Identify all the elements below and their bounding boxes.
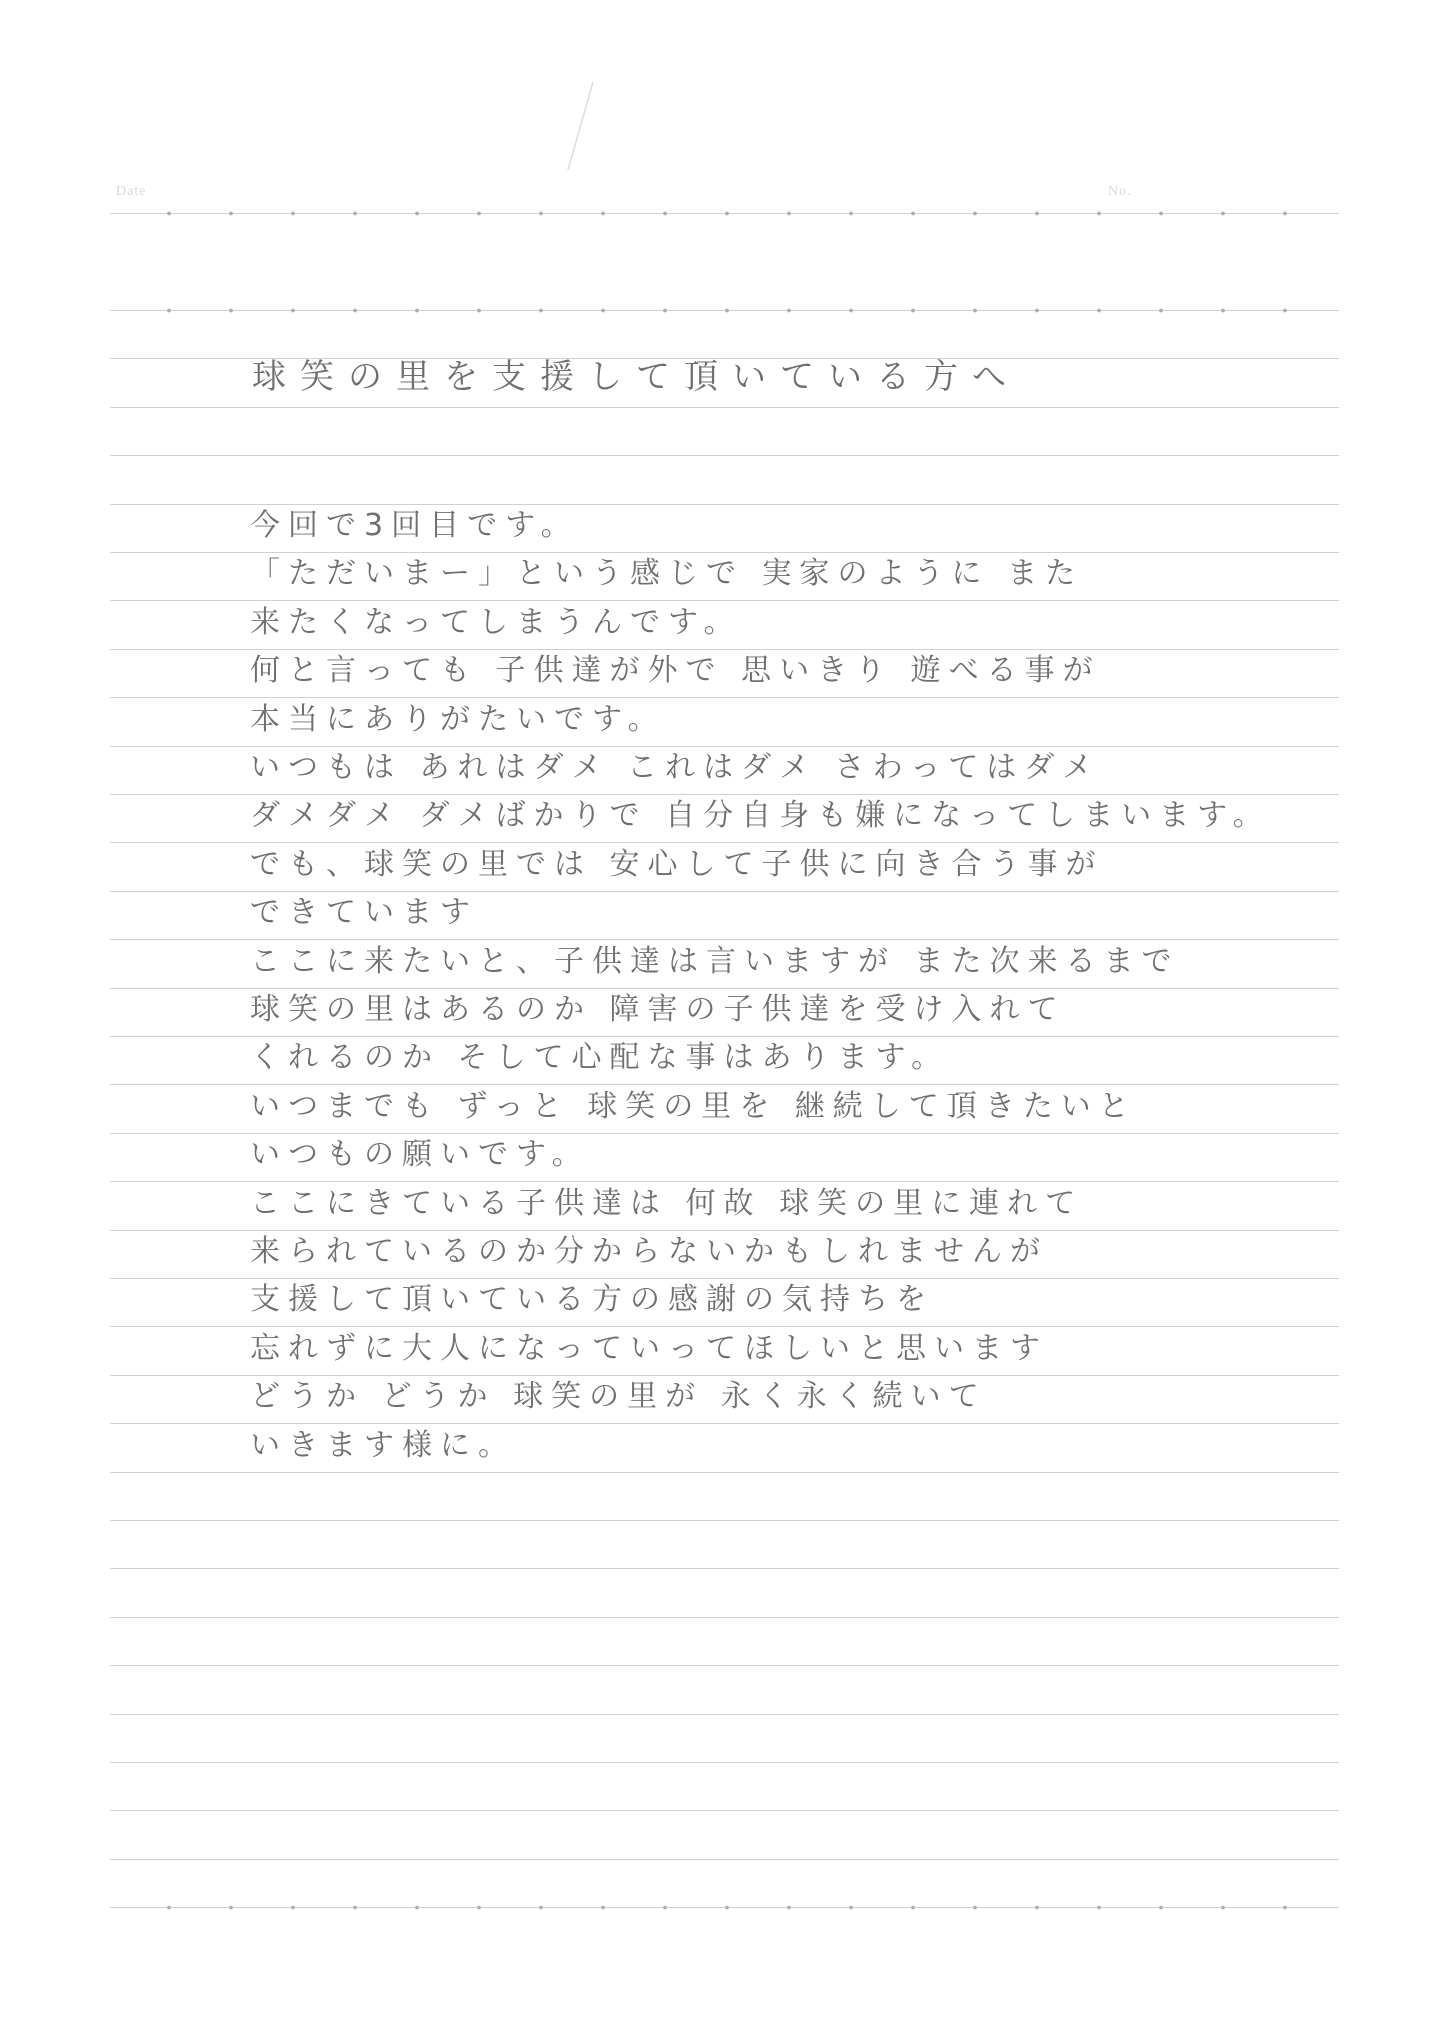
ruled-line — [110, 1036, 1339, 1037]
ruled-line — [110, 1181, 1339, 1182]
ruled-line — [110, 1472, 1339, 1473]
ruled-line — [110, 310, 1339, 311]
letter-line: 今回で3回目です。 — [250, 508, 579, 543]
ruled-line — [110, 1568, 1339, 1569]
ruled-line — [110, 988, 1339, 989]
ruled-line — [110, 746, 1339, 747]
letter-line: 本当にありがたいです。 — [250, 701, 666, 737]
letter-line: 何と言っても 子供達が外で 思いきり 遊べる事が — [250, 653, 1101, 689]
ruled-line — [110, 1762, 1339, 1763]
ruled-line — [110, 1907, 1339, 1908]
letter-line: できています — [250, 895, 478, 931]
ruled-line — [110, 1084, 1339, 1085]
letter-line: ダメダメ ダメばかりで 自分自身も嫌になってしまいます。 — [250, 798, 1271, 834]
ruled-line — [110, 1810, 1339, 1811]
letter-title: 球笑の里を支援して頂いている方へ — [252, 356, 1020, 397]
ruled-line — [110, 1133, 1339, 1134]
letter-line: くれるのか そして心配な事はあります。 — [250, 1040, 950, 1076]
ruled-line — [110, 1423, 1339, 1424]
letter-line: 「ただいまー」という感じで 実家のように また — [250, 556, 1084, 592]
letter-line: いつまでも ずっと 球笑の里を 継続して頂きたいと — [250, 1088, 1137, 1124]
ruled-line — [110, 1665, 1339, 1666]
pencil-scratch — [540, 20, 620, 180]
letter-line: 来られているのか分からないかもしれませんが — [250, 1234, 1048, 1269]
ruled-line — [110, 891, 1339, 892]
ruled-line — [110, 407, 1339, 408]
ruled-line — [110, 649, 1339, 650]
ruled-line — [110, 697, 1339, 698]
ruled-line — [110, 1859, 1339, 1860]
ruled-line — [110, 842, 1339, 843]
ruled-line — [110, 1714, 1339, 1715]
letter-line: いつもは あれはダメ これはダメ さわってはダメ — [250, 750, 1101, 785]
ruled-line — [110, 1520, 1339, 1521]
letter-line: ここに来たいと、子供達は言いますが また次来るまで — [250, 943, 1180, 979]
ruled-line — [110, 1617, 1339, 1618]
letter-line: 忘れずに大人になっていってほしいと思います — [250, 1330, 1048, 1366]
ruled-line — [110, 552, 1339, 553]
page-number-label: No. — [1108, 184, 1132, 199]
ruled-line — [110, 794, 1339, 795]
letter-line: 球笑の里はあるのか 障害の子供達を受け入れて — [250, 992, 1066, 1027]
ruled-line — [110, 504, 1339, 505]
ruled-line — [110, 600, 1339, 601]
ruled-line — [110, 1326, 1339, 1327]
ruled-line — [110, 1278, 1339, 1279]
ruled-line — [110, 455, 1339, 456]
ruled-line — [110, 1230, 1339, 1231]
letter-line: ここにきている子供達は 何故 球笑の里に連れて — [250, 1185, 1084, 1221]
letter-line: でも、球笑の里では 安心して子供に向き合う事が — [250, 846, 1104, 882]
letter-line: 支援して頂いている方の感謝の気持ちを — [250, 1282, 934, 1318]
ruled-line — [110, 1375, 1339, 1376]
letter-line: 来たくなってしまうんです。 — [250, 604, 742, 640]
letter-line: いつもの願いです。 — [250, 1137, 590, 1173]
letter-line: どうか どうか 球笑の里が 永く永く続いて — [250, 1379, 987, 1415]
letter-line: いきます様に。 — [250, 1427, 516, 1463]
ruled-line — [110, 939, 1339, 940]
header-rule — [110, 213, 1339, 214]
date-label: Date — [116, 184, 147, 199]
